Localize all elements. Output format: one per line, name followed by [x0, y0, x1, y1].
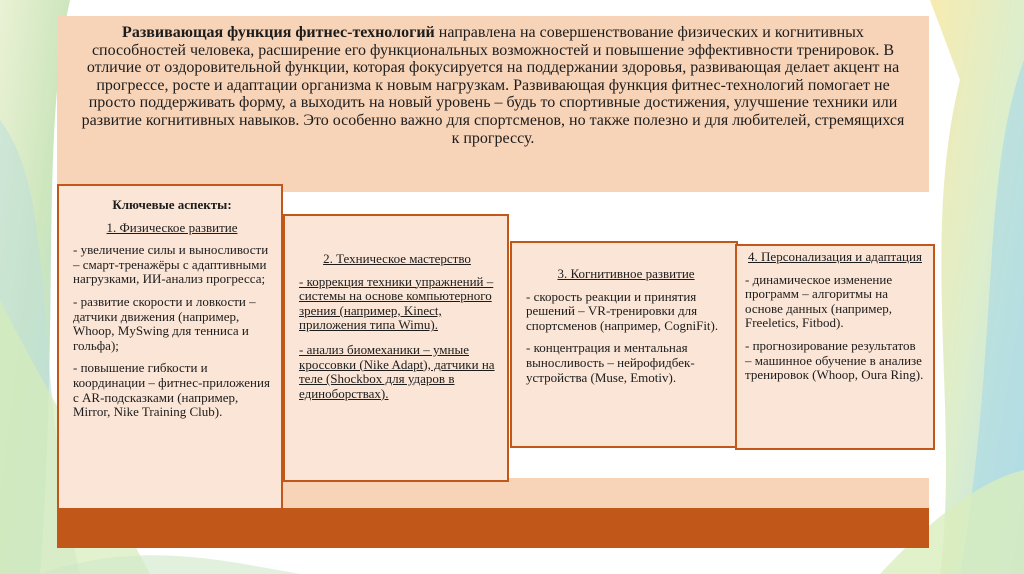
list-item: - концентрация и ментальная выносливость – нейрофидбек-устройства (Muse, Emotiv).: [526, 340, 695, 385]
bottom-accent-band: [57, 508, 929, 548]
card-cognitive-development: [510, 241, 738, 448]
card-personalization: [735, 244, 935, 450]
intro-text-block: [57, 16, 929, 192]
card-title: 3. Когнитивное развитие: [557, 266, 695, 281]
intro-body: направлена на совершенствование физических и когнитивных способностей человека, расширение его функциональных возможностей и повышение эффективности тренировок. В отличие от оздоровительной функции, которая фокусируется на поддержании здоровья, развивающая делает акцент на прогрессе, росте и адаптации организма к новым нагрузкам. Развивающая функция фитнес-технологий помогает не просто поддерживать форму, а выходить на новый уровень – будь то спортивные достижения, улучшение техники или развитие когнитивных навыков. Это особенно важно для спортсменов, но также полезно и для любителей, стремящихся к прогрессу.: [81, 24, 905, 147]
list-item: - коррекция техники упражнений – системы на основе компьютерного зрения (например, Kinect, приложения типа Wimu).: [299, 273, 494, 333]
card-header: Ключевые аспекты:: [112, 197, 232, 212]
intro-bold-lead: Развивающая функция фитнес-технологий: [122, 24, 435, 41]
list-item: - развитие скорости и ловкости – датчики движения (например, Whoop, MySwing для тенниса и гольфа);: [73, 293, 256, 353]
card-physical-development: [57, 184, 283, 510]
card-row-backdrop: [283, 478, 929, 508]
list-item: - скорость реакции и принятия решений – VR-тренировки для спортсменов (например, CogniFit).: [526, 288, 719, 333]
card-title: 2. Техническое мастерство: [323, 251, 471, 266]
list-item: - прогнозирование результатов – машинное обучение в анализе тренировок (Whoop, Oura Ring).: [745, 337, 924, 383]
list-item: - динамическое изменение программ – алгоритмы на основе данных (например, Freeletics, Fitbod).: [745, 271, 893, 331]
list-item: - повышение гибкости и координации – фитнес-приложения с AR-подсказками (например, Mirror, Nike Training Club).: [73, 360, 270, 420]
card-title: 4. Персонализация и адаптация: [748, 249, 922, 264]
card-technical-mastery: [283, 214, 509, 482]
card-title: 1. Физическое развитие: [106, 219, 238, 235]
list-item: - анализ биомеханики – умные кроссовки (Nike Adapt), датчики на теле (Shockbox для ударов в единоборствах).: [299, 341, 495, 401]
list-item: - увеличение силы и выносливости – смарт-тренажёры с адаптивными нагрузками, ИИ-анализ прогресса;: [73, 242, 269, 287]
